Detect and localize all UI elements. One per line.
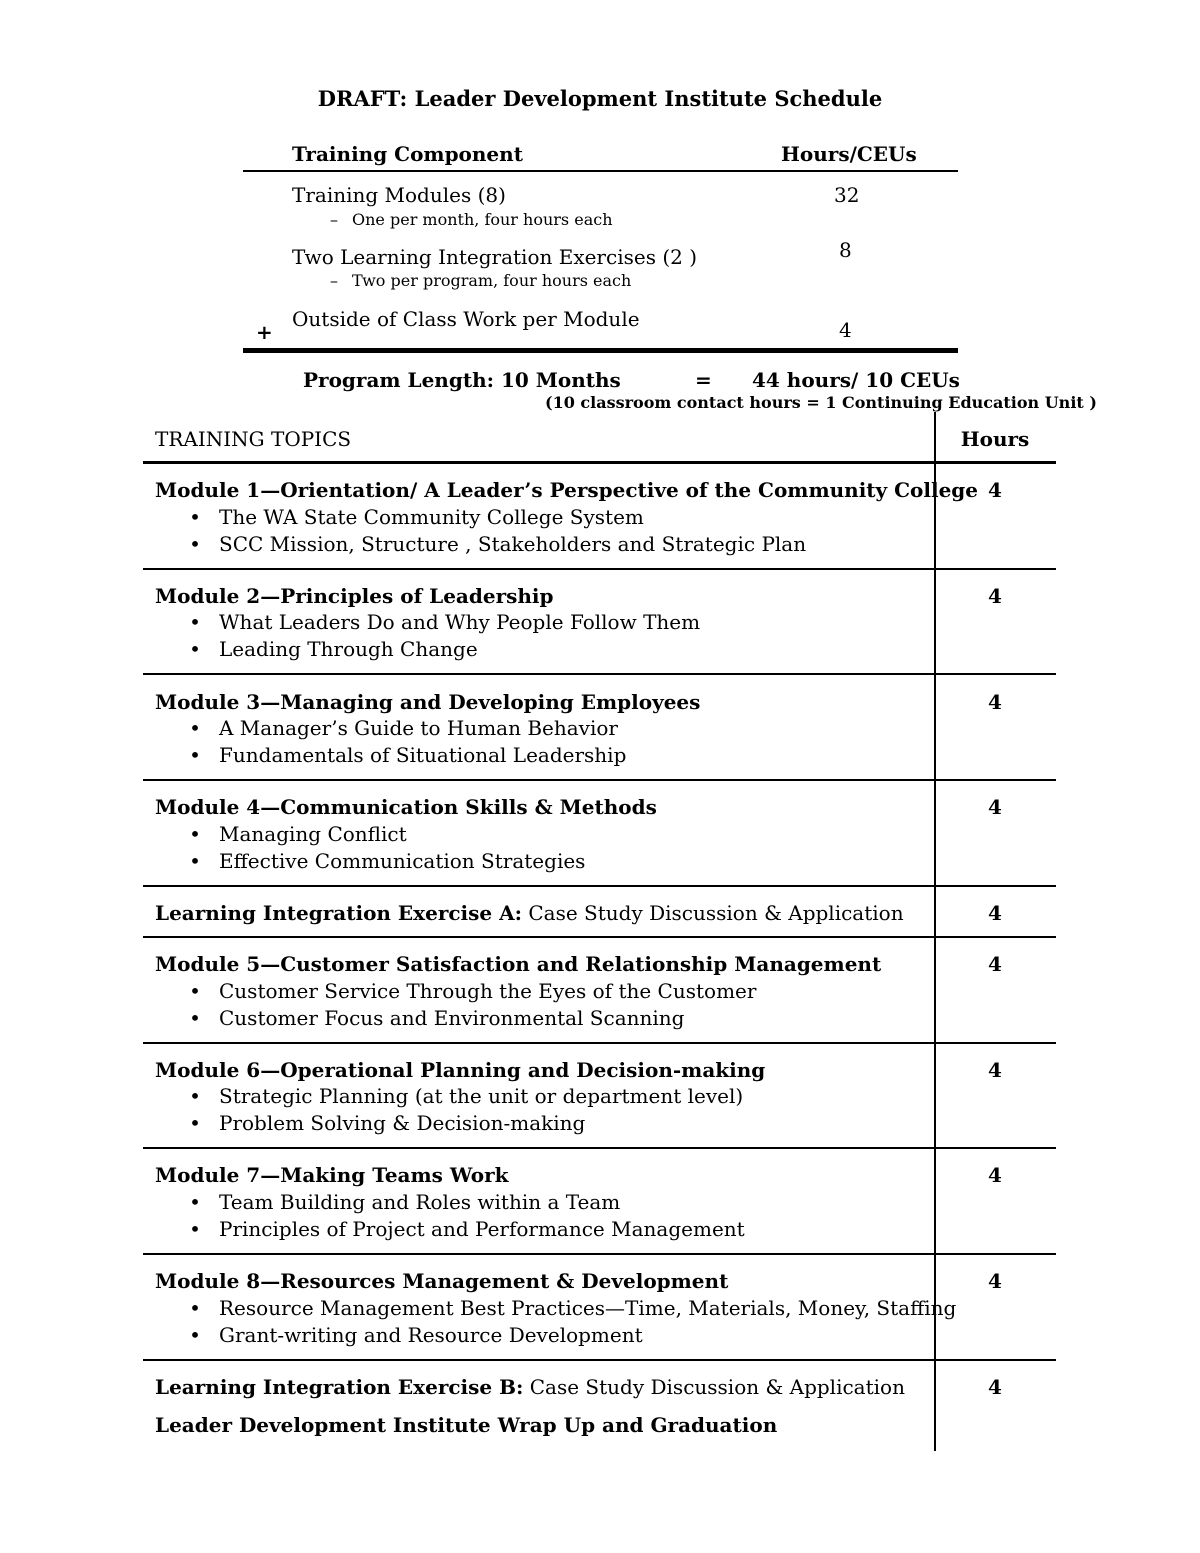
summary-row-value: 32 bbox=[834, 183, 860, 207]
module-4-title: Module 4—Communication Skills & Methods bbox=[155, 795, 657, 819]
summary-col-hours: Hours/CEUs bbox=[781, 142, 917, 166]
module-6-title: Module 6—Operational Planning and Decision-making bbox=[155, 1058, 766, 1082]
module-5-title: Module 5—Customer Satisfaction and Relationship Management bbox=[155, 952, 882, 976]
row-divider bbox=[143, 1042, 1056, 1044]
module-3-title: Module 3—Managing and Developing Employees bbox=[155, 690, 701, 714]
module-5-hours: 4 bbox=[988, 952, 1002, 976]
module-4-hours: 4 bbox=[988, 795, 1002, 819]
summary-total-rule bbox=[243, 348, 958, 353]
exercise-a-hours: 4 bbox=[988, 901, 1002, 925]
bullet-item: • Managing Conflict bbox=[189, 822, 407, 846]
plus-sign: + bbox=[256, 320, 273, 344]
row-divider bbox=[143, 568, 1056, 570]
bullet-item: • Leading Through Change bbox=[189, 637, 478, 661]
summary-col-component: Training Component bbox=[292, 142, 523, 166]
exercise-b-title: Learning Integration Exercise B: Case Study Discussion & Application bbox=[155, 1375, 905, 1399]
exercise-a-title: Learning Integration Exercise A: Case Study Discussion & Application bbox=[155, 901, 904, 925]
hours-col-header: Hours bbox=[960, 427, 1030, 451]
module-1-hours: 4 bbox=[988, 478, 1002, 502]
program-equals: = bbox=[695, 368, 712, 392]
exercise-b-hours: 4 bbox=[988, 1375, 1002, 1399]
module-6-hours: 4 bbox=[988, 1058, 1002, 1082]
summary-row-value: 8 bbox=[839, 238, 852, 262]
module-7-title: Module 7—Making Teams Work bbox=[155, 1163, 509, 1187]
bullet-item: • Customer Service Through the Eyes of the Customer bbox=[189, 979, 757, 1003]
bullet-item: • Effective Communication Strategies bbox=[189, 849, 586, 873]
bullet-item: • Principles of Project and Performance Management bbox=[189, 1217, 745, 1241]
bullet-item: • Grant-writing and Resource Development bbox=[189, 1323, 643, 1347]
summary-row-label: Training Modules (8) bbox=[292, 183, 506, 207]
summary-row-sub: – Two per program, four hours each bbox=[330, 271, 632, 290]
module-2-hours: 4 bbox=[988, 584, 1002, 608]
topics-header-rule bbox=[143, 461, 1056, 464]
module-3-hours: 4 bbox=[988, 690, 1002, 714]
bullet-item: • Team Building and Roles within a Team bbox=[189, 1190, 621, 1214]
bullet-item: • Problem Solving & Decision-making bbox=[189, 1111, 586, 1135]
row-divider bbox=[143, 1147, 1056, 1149]
module-7-hours: 4 bbox=[988, 1163, 1002, 1187]
bullet-item: • Fundamentals of Situational Leadership bbox=[189, 743, 627, 767]
summary-row-label: Two Learning Integration Exercises (2 ) bbox=[292, 245, 697, 269]
bullet-item: • Customer Focus and Environmental Scanning bbox=[189, 1006, 685, 1030]
summary-header-rule bbox=[243, 170, 958, 172]
closing-line: Leader Development Institute Wrap Up and Graduation bbox=[155, 1413, 778, 1437]
bullet-item: • Resource Management Best Practices—Time, Materials, Money, Staffing bbox=[189, 1296, 957, 1320]
row-divider bbox=[143, 885, 1056, 887]
program-length: Program Length: 10 Months bbox=[303, 368, 621, 392]
row-divider bbox=[143, 1359, 1056, 1361]
program-total: 44 hours/ 10 CEUs bbox=[752, 368, 960, 392]
topics-col-header: TRAINING TOPICS bbox=[155, 427, 352, 451]
bullet-item: • What Leaders Do and Why People Follow Them bbox=[189, 610, 701, 634]
ceu-note: (10 classroom contact hours = 1 Continuing Education Unit ) bbox=[545, 393, 1097, 412]
bullet-item: • The WA State Community College System bbox=[189, 505, 644, 529]
bullet-item: • A Manager’s Guide to Human Behavior bbox=[189, 716, 618, 740]
row-divider bbox=[143, 1253, 1056, 1255]
bullet-item: • Strategic Planning (at the unit or department level) bbox=[189, 1084, 744, 1108]
row-divider bbox=[143, 673, 1056, 675]
module-2-title: Module 2—Principles of Leadership bbox=[155, 584, 554, 608]
module-1-title: Module 1—Orientation/ A Leader’s Perspective of the Community College bbox=[155, 478, 978, 502]
bullet-item: • SCC Mission, Structure , Stakeholders and Strategic Plan bbox=[189, 532, 807, 556]
module-8-title: Module 8—Resources Management & Development bbox=[155, 1269, 729, 1293]
summary-row-value: 4 bbox=[839, 318, 852, 342]
summary-row-label: Outside of Class Work per Module bbox=[292, 307, 640, 331]
row-divider bbox=[143, 936, 1056, 938]
module-8-hours: 4 bbox=[988, 1269, 1002, 1293]
page-title: DRAFT: Leader Development Institute Schedule bbox=[317, 86, 883, 111]
summary-row-sub: – One per month, four hours each bbox=[330, 210, 613, 229]
row-divider bbox=[143, 779, 1056, 781]
